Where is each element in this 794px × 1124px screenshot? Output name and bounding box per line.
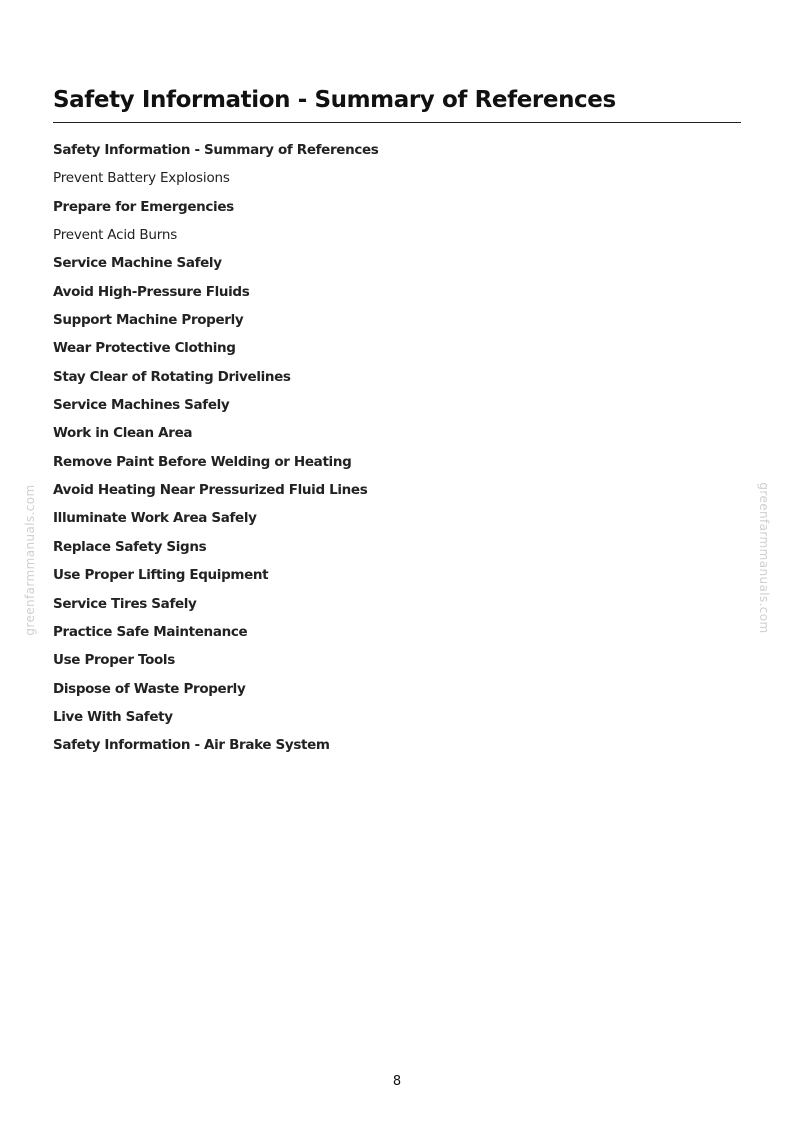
- reference-link[interactable]: Use Proper Lifting Equipment: [53, 567, 269, 584]
- title-divider: [53, 122, 741, 123]
- reference-link[interactable]: Service Tires Safely: [53, 595, 197, 612]
- reference-link[interactable]: Wear Protective Clothing: [53, 340, 236, 357]
- reference-link[interactable]: Service Machine Safely: [53, 255, 222, 272]
- reference-link[interactable]: Practice Safe Maintenance: [53, 623, 248, 640]
- reference-link[interactable]: Remove Paint Before Welding or Heating: [53, 453, 352, 470]
- reference-link[interactable]: Prevent Acid Burns: [53, 227, 178, 244]
- reference-list: [53, 140, 378, 764]
- reference-link[interactable]: Avoid High-Pressure Fluids: [53, 283, 250, 300]
- reference-link[interactable]: Use Proper Tools: [53, 652, 175, 669]
- reference-link[interactable]: Prevent Battery Explosions: [53, 170, 230, 187]
- watermark-left: greenfarmmanuals.com: [23, 484, 37, 636]
- page-number: 8: [392, 1074, 402, 1089]
- reference-link[interactable]: Prepare for Emergencies: [53, 198, 234, 215]
- reference-link[interactable]: Work in Clean Area: [53, 425, 193, 442]
- reference-link[interactable]: Stay Clear of Rotating Drivelines: [53, 368, 291, 385]
- reference-link[interactable]: Live With Safety: [53, 708, 173, 725]
- reference-link[interactable]: Illuminate Work Area Safely: [53, 510, 257, 527]
- reference-link[interactable]: Dispose of Waste Properly: [53, 680, 246, 697]
- reference-link[interactable]: Replace Safety Signs: [53, 538, 207, 555]
- reference-link[interactable]: Safety Information - Air Brake System: [53, 737, 330, 754]
- watermark-right: greenfarmmanuals.com: [757, 482, 771, 634]
- reference-link[interactable]: Avoid Heating Near Pressurized Fluid Lines: [53, 482, 368, 499]
- reference-link[interactable]: Safety Information - Summary of References: [53, 142, 379, 158]
- reference-link[interactable]: Support Machine Properly: [53, 312, 244, 329]
- page-title: Safety Information - Summary of References: [53, 87, 616, 113]
- reference-link[interactable]: Service Machines Safely: [53, 397, 230, 414]
